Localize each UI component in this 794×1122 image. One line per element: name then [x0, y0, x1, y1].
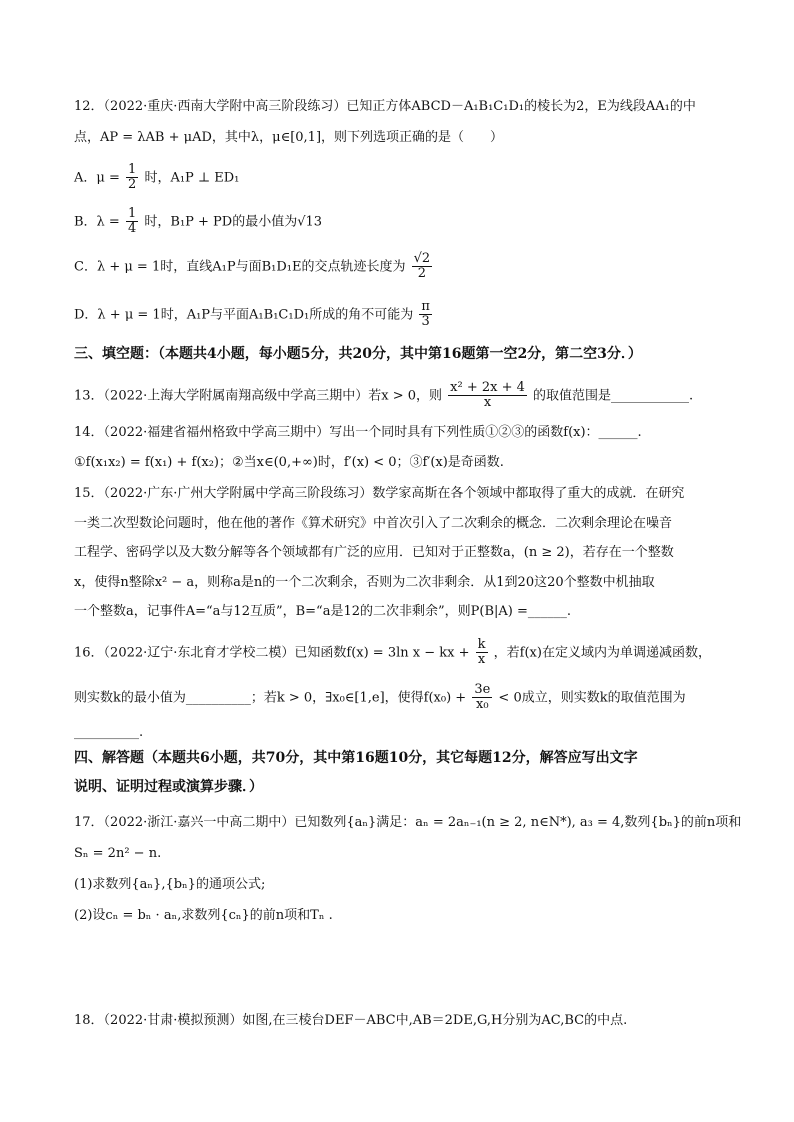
- q16-l2-suffix: < 0成立，则实数k的取值范围为: [498, 690, 686, 706]
- q15-line-3: 工程学、密码学以及大数分解等各个领域都有广泛的应用．已知对于正整数a，(n ≥ 2)，若存在一个整数: [74, 545, 674, 560]
- q12-option-b: [74, 207, 322, 237]
- q16-line-1: [74, 638, 711, 668]
- q12-c-prefix: C．λ + μ = 1时，直线A₁P与面B₁D₁E的交点轨迹长度为: [74, 259, 406, 275]
- q16-l1-fraction: $\frac{k}{x}$: [477, 637, 486, 668]
- q12-option-a: [74, 163, 239, 193]
- q17-part-2: (2)设cₙ = bₙ · aₙ,求数列{cₙ}的前n项和Tₙ .: [74, 908, 333, 923]
- q18-line: 18．（2022·甘肃·模拟预测）如图,在三棱台DEF－ABC中,AB＝2DE,G,H分别为AC,BC的中点.: [74, 1013, 628, 1028]
- q16-line-2: [74, 683, 686, 713]
- q15-line-5: 一个整数a，记事件A=“a与12互质”，B=“a是12的二次非剩余”，则P(B|A) =______.: [74, 604, 572, 619]
- q12-d-prefix: D．λ + μ = 1时，A₁P与平面A₁B₁C₁D₁所成的角不可能为: [74, 307, 414, 323]
- q16-line-3: __________.: [74, 725, 144, 740]
- section-3-heading: 三、填空题：（本题共4小题，每小题5分，共20分，其中第16题第一空2分，第二空3分．）: [74, 346, 642, 362]
- q15-line-1: 15．（2022·广东·广州大学附属中学高三阶段练习）数学家高斯在各个领域中都取得了重大的成就．在研究: [74, 486, 685, 501]
- q12-d-fraction: $\frac{\pi}{3}$: [421, 299, 430, 330]
- q13-fraction: $\frac{\text{x² + 2x + 4}}{x}$: [450, 380, 525, 411]
- q12-a-suffix: 时，A₁P ⊥ ED₁: [144, 170, 240, 186]
- q17-line-1: 17．（2022·浙江·嘉兴一中高二期中）已知数列{aₙ}满足：aₙ = 2aₙ₋₁(n ≥ 2, n∈N*), a₃ = 4,数列{bₙ}的前n项和: [74, 815, 742, 830]
- section-4-heading-line-2: 说明、证明过程或演算步骤．）: [74, 779, 263, 795]
- q12-a-fraction: $\frac{1}{2}$: [128, 162, 137, 193]
- q17-part-1: (1)求数列{aₙ},{bₙ}的通项公式;: [74, 877, 266, 892]
- q14-line-2: ①f(x₁x₂) = f(x₁) + f(x₂)；②当x∈(0,+∞)时，f′(x) < 0；③f′(x)是奇函数.: [74, 455, 504, 470]
- q12-b-suffix: 时，B₁P + PD的最小值为√13: [144, 214, 323, 230]
- q15-line-2: 一类二次型数论问题时，他在他的著作《算术研究》中首次引入了二次剩余的概念．二次剩余理论在噪音: [74, 516, 673, 531]
- q12-b-fraction: $\frac{1}{4}$: [127, 206, 137, 237]
- q16-l2-prefix: 则实数k的最小值为__________；若k > 0，∃x₀∈[1,e]，使得f(x₀) +: [74, 690, 467, 706]
- q17-line-2: Sₙ = 2n² − n.: [74, 846, 162, 861]
- section-4-heading-line-1: 四、解答题（本题共6小题，共70分，其中第16题10分，其它每题12分，解答应写出文字: [74, 750, 638, 766]
- q12-line-1: 12．（2022·重庆·西南大学附中高三阶段练习）已知正方体ABCD－A₁B₁C₁D₁的棱长为2，E为线段AA₁的中: [74, 99, 696, 114]
- q15-line-4: x，使得n整除x² − a，则称a是n的一个二次剩余，否则为二次非剩余．从1到20这20个整数中机抽取: [74, 575, 655, 590]
- q16-l1-suffix: ，若f(x)在定义域内为单调递减函数，: [493, 645, 711, 661]
- q14-line-1: 14．（2022·福建省福州格致中学高三期中）写出一个同时具有下列性质①②③的函数f(x)：______.: [74, 425, 642, 440]
- q12-a-prefix: A．μ =: [74, 170, 120, 186]
- q16-l1-prefix: 16．（2022·辽宁·东北育才学校二模）已知函数f(x) = 3ln x − kx +: [74, 645, 470, 661]
- q16-l2-fraction: $\frac{3e}{\text{x₀}}$: [474, 682, 491, 713]
- q12-option-c: [74, 252, 434, 282]
- q12-option-d: [74, 300, 434, 330]
- q12-line-2: 点，AP = λAB + μAD，其中λ，μ∈[0,1]，则下列选项正确的是（ ）: [74, 130, 504, 145]
- q13-line: [74, 381, 693, 411]
- q13-suffix: 的取值范围是____________.: [533, 388, 694, 404]
- q12-b-prefix: B．λ =: [74, 214, 120, 230]
- q12-c-fraction: $\frac{√2}{2}$: [413, 251, 431, 282]
- q13-prefix: 13．（2022·上海大学附属南翔高级中学高三期中）若x > 0，则: [74, 388, 443, 404]
